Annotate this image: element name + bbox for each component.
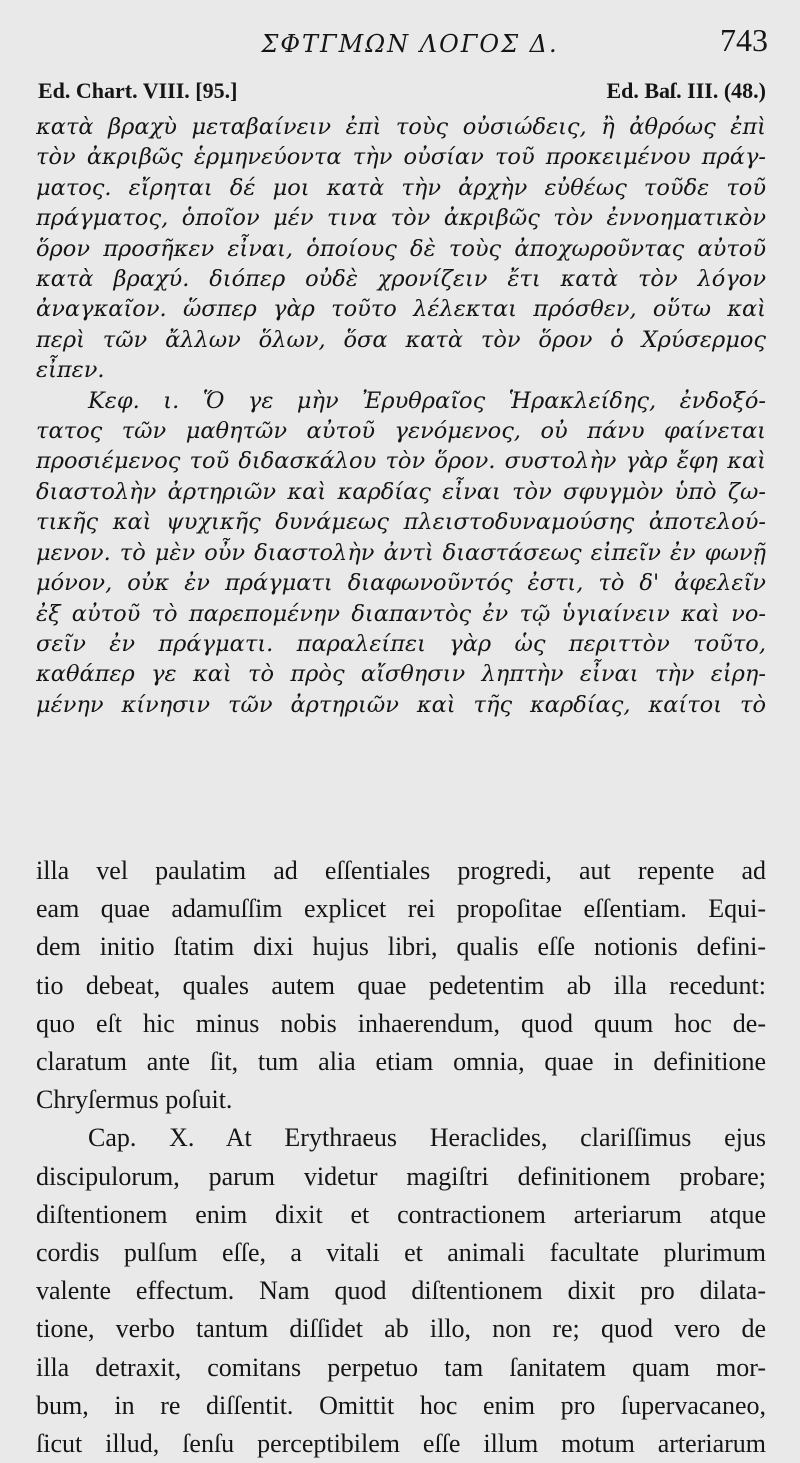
latin-line: dem initio ſtatim dixi hujus libri, qualis eſſe notionis defini- (36, 932, 766, 962)
greek-line: καθάπερ γε καὶ τὸ πρὸς αἴσθησιν ληπτὴν εἶναι τὴν εἰρη- (36, 661, 766, 688)
latin-line: cordis pulſum eſſe, a vitali et animali facultate plurimum (36, 1238, 766, 1268)
latin-line: illa detraxit, comitans perpetuo tam ſanitatem quam mor- (36, 1352, 766, 1382)
latin-line: ſicut illud, ſenſu perceptibilem eſſe illum motum arteriarum (36, 1429, 766, 1459)
latin-line: eam quae adamuſſim explicet rei propoſitae eſſentiam. Equi- (36, 894, 766, 924)
greek-line: τὸν ἀκριβῶς ἑρμηνεύοντα τὴν οὐσίαν τοῦ προκειμένου πράγ- (36, 144, 766, 171)
greek-text-block (36, 112, 766, 720)
greek-line: πράγματος, ὁποῖον μέν τινα τὸν ἀκριβῶς τὸν ἐννοηματικὸν (36, 205, 766, 232)
running-title: ΣΦΤΓΜΩΝ ΛΟΓΟΣ Δ. (261, 30, 559, 58)
greek-line: μόνον, οὐκ ἐν πράγματι διαφωνοῦντός ἐστι, τὸ δ' ἀφελεῖν (36, 570, 766, 597)
latin-line: tio debeat, quales autem quae pedetentim ab illa recedunt: (36, 970, 766, 1000)
edition-right: Ed. Baſ. III. (48.) (606, 78, 766, 103)
greek-line: σεῖν ἐν πράγματι. παραλείπει γὰρ ὡς περιττὸν τοῦτο, (36, 630, 766, 657)
latin-line: Chryſermus poſuit. (36, 1085, 233, 1115)
latin-line: bum, in re diſſentit. Omittit hoc enim pro ſupervacaneo, (36, 1390, 766, 1420)
latin-line: claratum ante ſit, tum alia etiam omnia, quae in definitione (36, 1047, 766, 1077)
greek-line: ὅρον προσῆκεν εἶναι, ὁποίους δὲ τοὺς ἀποχωροῦντας αὐτοῦ (36, 235, 766, 262)
latin-line: diſtentionem enim dixit et contractionem arteriarum atque (36, 1199, 766, 1229)
latin-line: discipulorum, parum videtur magiſtri definitionem probare; (36, 1161, 766, 1191)
latin-line: tione, verbo tantum diſſidet ab illo, non re; quod vero de (36, 1314, 766, 1344)
edition-left: Ed. Chart. VIII. [95.] (38, 78, 238, 103)
greek-line: τικῆς καὶ ψυχικῆς δυνάμεως πλειστοδυναμούσης ἀποτελού- (36, 509, 766, 536)
greek-line: μένην κίνησιν τῶν ἀρτηριῶν καὶ τῆς καρδίας, καίτοι τὸ (36, 691, 766, 718)
greek-line: περὶ τῶν ἄλλων ὅλων, ὅσα κατὰ τὸν ὅρον ὁ Χρύσερμος (36, 326, 766, 353)
greek-line: κατὰ βραχὺ μεταβαίνειν ἐπὶ τοὺς οὐσιώδεις, ἢ ἀθρόως ἐπὶ (36, 114, 766, 140)
latin-line: illa vel paulatim ad eſſentiales progredi, aut repente ad (36, 856, 766, 885)
greek-line: ἐξ αὐτοῦ τὸ παρεπομένην διαπαντὸς ἐν τῷ ὑγιαίνειν καὶ νο- (36, 600, 766, 627)
greek-line: ματος. εἴρηται δέ μοι κατὰ τὴν ἀρχὴν εὐθέως τοῦδε τοῦ (36, 174, 766, 201)
latin-text-block (36, 852, 766, 1463)
page-number: 743 (720, 22, 768, 58)
greek-line: τατος τῶν μαθητῶν αὐτοῦ γενόμενος, οὐ πάνυ φαίνεται (36, 418, 766, 445)
latin-line: quo eſt hic minus nobis inhaerendum, quod quum hoc de- (36, 1008, 766, 1038)
greek-line: διαστολὴν ἀρτηριῶν καὶ καρδίας εἶναι τὸν σφυγμὸν ὑπὸ ζω- (36, 478, 766, 505)
greek-line: Κεφ. ι. Ὅ γε μὴν Ἐρυθραῖος Ἡρακλείδης, ἐνδοξό- (88, 387, 766, 414)
greek-line: μενον. τὸ μὲν οὖν διαστολὴν ἀντὶ διαστάσεως εἰπεῖν ἐν φωνῇ (36, 539, 766, 566)
greek-line: προσιέμενος τοῦ διδασκάλου τὸν ὅρον. συστολὴν γὰρ ἔφη καὶ (36, 448, 766, 475)
latin-line: Cap. X. At Erythraeus Heraclides, clariſſimus ejus (88, 1123, 766, 1153)
edition-references (38, 78, 766, 104)
latin-line: valente effectum. Nam quod diſtentionem dixit pro dilata- (36, 1276, 766, 1306)
greek-line: ἀναγκαῖον. ὥσπερ γὰρ τοῦτο λέλεκται πρόσθεν, οὕτω καὶ (36, 296, 766, 323)
greek-line: εἶπεν. (36, 357, 105, 384)
greek-line: κατὰ βραχύ. διόπερ οὐδὲ χρονίζειν ἔτι κατὰ τὸν λόγον (36, 266, 766, 293)
